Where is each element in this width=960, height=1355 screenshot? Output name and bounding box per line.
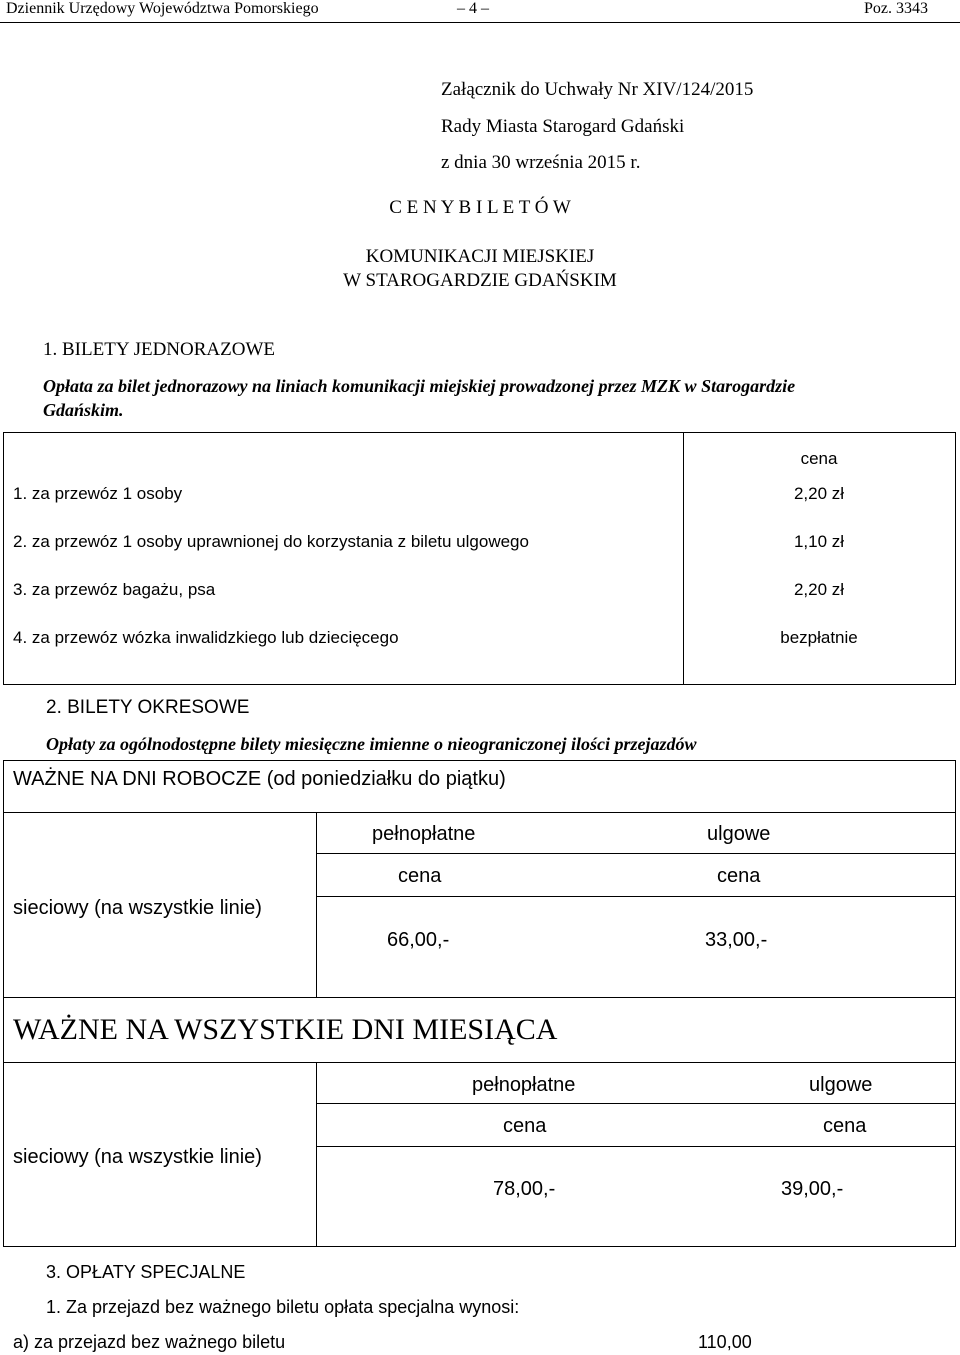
single-ticket-row-label: 2. za przewóz 1 osoby uprawnionej do korzystania z biletu ulgowego [13, 532, 529, 551]
workdays-price-full: 66,00,- [387, 929, 450, 951]
single-ticket-price-header: cena [800, 449, 838, 468]
workdays-cena-full: cena [398, 865, 442, 887]
single-ticket-row-price: 2,20 zł [793, 580, 845, 599]
alldays-title-divider [3, 1062, 956, 1063]
header-page-number: – 4 – [457, 0, 489, 17]
special-fee-item-a-label: a) za przejazd bez ważnego biletu [13, 1332, 286, 1352]
special-fee-item-a-value: 110,00 [698, 1332, 752, 1352]
alldays-price-full: 78,00,- [493, 1178, 556, 1200]
document-title: C E N Y B I L E T Ó W [389, 197, 571, 218]
single-ticket-row-label: 1. za przewóz 1 osoby [13, 484, 183, 503]
workdays-table-title: WAŻNE NA DNI ROBOCZE (od poniedziałku do piątku) [13, 768, 506, 790]
section-2-heading: 2. BILETY OKRESOWE [46, 697, 250, 718]
section-3-heading: 3. OPŁATY SPECJALNE [46, 1262, 246, 1282]
alldays-row-label: sieciowy (na wszystkie linie) [13, 1146, 262, 1168]
workdays-row-label: sieciowy (na wszystkie linie) [13, 897, 262, 919]
alldays-col-reduced: ulgowe [809, 1074, 873, 1096]
workdays-table [3, 760, 956, 998]
workdays-cena-divider [316, 896, 956, 897]
alldays-table-title: WAŻNE NA WSZYSTKIE DNI MIESIĄCA [13, 1013, 558, 1046]
alldays-cena-divider [316, 1146, 956, 1147]
header-position: Poz. 3343 [864, 0, 928, 17]
workdays-label-divider [316, 812, 317, 998]
section-1-description-cont: Gdańskim. [43, 400, 124, 420]
workdays-title-divider [3, 812, 956, 813]
single-ticket-row-price: 1,10 zł [793, 532, 845, 551]
section-1-heading: 1. BILETY JEDNORAZOWE [43, 339, 276, 360]
single-ticket-row-label: 3. za przewóz bagażu, psa [13, 580, 216, 599]
workdays-cena-reduced: cena [717, 865, 761, 887]
annex-line-3: z dnia 30 września 2015 r. [441, 152, 641, 173]
alldays-label-divider [316, 1062, 317, 1247]
alldays-header-divider [316, 1103, 956, 1104]
document-subtitle-1: KOMUNIKACJI MIEJSKIEJ [365, 246, 595, 267]
section-2-description: Opłaty za ogólnodostępne bilety miesięczne imienne o nieograniczonej ilości przejazdów [46, 734, 697, 754]
annex-line-2: Rady Miasta Starogard Gdański [441, 116, 685, 137]
workdays-header-divider [316, 853, 956, 854]
single-ticket-row-price: 2,20 zł [793, 484, 845, 503]
workdays-col-full: pełnopłatne [372, 823, 476, 845]
alldays-price-reduced: 39,00,- [781, 1178, 844, 1200]
workdays-col-reduced: ulgowe [707, 823, 771, 845]
single-ticket-row-price: bezpłatnie [780, 628, 858, 647]
section-1-description: Opłata za bilet jednorazowy na liniach komunikacji miejskiej prowadzonej przez MZK w Starogardzie [43, 376, 796, 396]
alldays-cena-reduced: cena [823, 1115, 867, 1137]
special-fee-item-1: 1. Za przejazd bez ważnego biletu opłata specjalna wynosi: [46, 1297, 520, 1317]
annex-line-1: Załącznik do Uchwały Nr XIV/124/2015 [441, 79, 754, 100]
single-ticket-row-label: 4. za przewóz wózka inwalidzkiego lub dziecięcego [13, 628, 399, 647]
document-subtitle-2: W STAROGARDZIE GDAŃSKIM [343, 270, 617, 291]
workdays-price-reduced: 33,00,- [705, 929, 768, 951]
alldays-col-full: pełnopłatne [472, 1074, 576, 1096]
header-rule [0, 22, 960, 23]
header-journal-title: Dziennik Urzędowy Województwa Pomorskiego [6, 0, 319, 17]
alldays-cena-full: cena [503, 1115, 547, 1137]
